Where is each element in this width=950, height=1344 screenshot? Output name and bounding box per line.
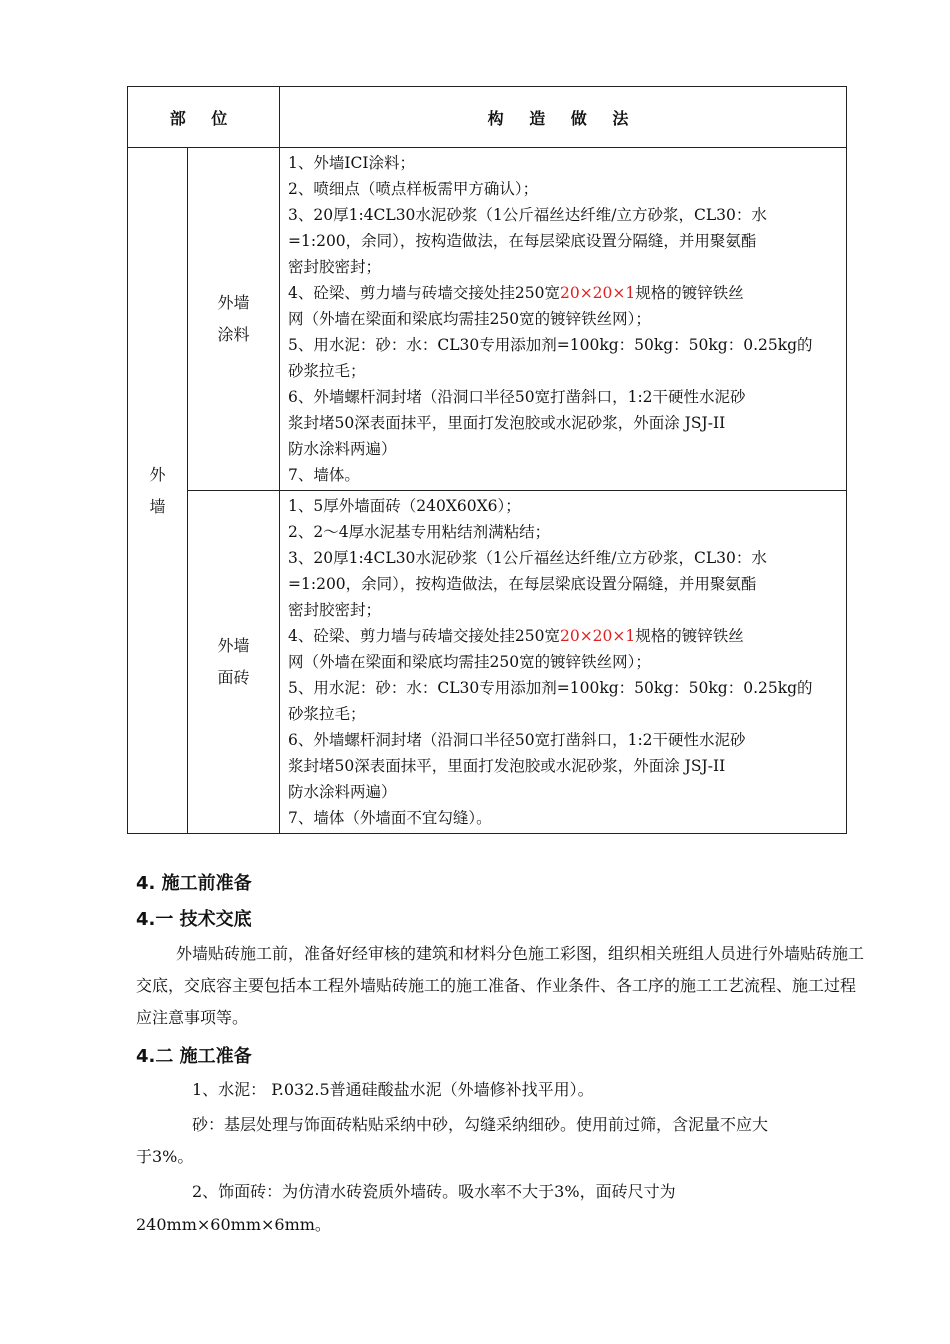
list-item: 4、砼梁、剪力墙与砖墙交接处挂250宽20×20×1规格的镀锌铁丝 (288, 284, 744, 302)
list-item: 浆封堵50深表面抹平，里面打发泡胶或水泥砂浆，外面涂 JSJ-II (288, 414, 726, 432)
list-item: 5、用水泥：砂：水：CL30专用添加剂=100kg：50kg：50kg：0.25kg的 (288, 679, 813, 697)
group-label-exterior-wall: 外 墙 (128, 148, 188, 834)
list-item: 防水涂料两遍） (288, 440, 397, 458)
red-spec: 20×20×1 (559, 627, 636, 645)
list-item: =1:200，余同），按构造做法，在每层梁底设置分隔缝，并用聚氨酯 (288, 232, 757, 250)
list-item: 7、墙体。 (288, 466, 360, 484)
sub-label-coating: 外墙 涂料 (188, 148, 280, 491)
list-item: 2、2～4厚水泥基专用粘结剂满粘结； (288, 523, 551, 541)
header-method: 构 造 做 法 (280, 87, 847, 148)
list-item: 浆封堵50深表面抹平，里面打发泡胶或水泥砂浆，外面涂 JSJ-II (288, 757, 726, 775)
table-row (128, 491, 847, 834)
list-item: 网（外墙在梁面和梁底均需挂250宽的镀锌铁丝网）； (288, 653, 651, 671)
list-item: 7、墙体（外墙面不宜勾缝）。 (288, 809, 492, 827)
list-item: 网（外墙在梁面和梁底均需挂250宽的镀锌铁丝网）； (288, 310, 651, 328)
list-item: 3、20厚1:4CL30水泥砂浆（1公斤福丝达纤维/立方砂浆，CL30：水 (288, 206, 767, 224)
list-item: 4、砼梁、剪力墙与砖墙交接处挂250宽20×20×1规格的镀锌铁丝 (288, 627, 744, 645)
item-cement: 1、水泥： P.032.5普通硅酸盐水泥（外墙修补找平用）。 (192, 1080, 594, 1099)
table-header-row (128, 87, 847, 148)
list-item: 6、外墙螺杆洞封堵（沿洞口半径50宽打凿斜口，1:2干硬性水泥砂 (288, 388, 746, 406)
item-sand-line1: 砂：基层处理与饰面砖粘贴采纳中砂，勾缝采纳细砂。使用前过筛，含泥量不应大 (192, 1115, 769, 1134)
item-sand-line2: 于3%。 (136, 1147, 194, 1166)
construction-spec-table (127, 86, 847, 834)
list-item: 2、喷细点（喷点样板需甲方确认）； (288, 180, 539, 198)
method-cell-coating (280, 148, 847, 491)
list-item: 5、用水泥：砂：水：CL30专用添加剂=100kg：50kg：50kg：0.25kg的 (288, 336, 813, 354)
list-item: 密封胶密封； (288, 258, 382, 276)
section-4-1-body: 外墙贴砖施工前，准备好经审核的建筑和材料分色施工彩图，组织相关班组人员进行外墙贴砖施工交底，交底容主要包括本工程外墙贴砖施工的施工准备、作业条件、各工序的施工工艺流程、施工过程应注意事项等。 (136, 944, 865, 1027)
sub-label-tile: 外墙 面砖 (188, 491, 280, 834)
section-4-1-heading: 4.一 技术交底 (136, 909, 252, 930)
list-item: 砂浆拉毛； (288, 705, 366, 723)
list-item: 6、外墙螺杆洞封堵（沿洞口半径50宽打凿斜口，1:2干硬性水泥砂 (288, 731, 746, 749)
red-spec: 20×20×1 (559, 284, 636, 302)
list-item: 密封胶密封； (288, 601, 382, 619)
method-cell-tile (280, 491, 847, 834)
list-item: 砂浆拉毛； (288, 362, 366, 380)
item-tile-line1: 2、饰面砖：为仿清水砖瓷质外墙砖。吸水率不大于3%，面砖尺寸为 (192, 1182, 676, 1201)
section-4-heading: 4. 施工前准备 (136, 873, 252, 894)
list-item: 1、外墙ICI涂料； (288, 154, 415, 172)
list-item: 防水涂料两遍） (288, 783, 397, 801)
header-location: 部 位 (128, 87, 280, 148)
item-tile-line2: 240mm×60mm×6mm。 (136, 1215, 331, 1234)
table-row (128, 148, 847, 491)
list-item: 1、5厚外墙面砖（240X60X6）； (288, 497, 521, 515)
list-item: =1:200，余同），按构造做法，在每层梁底设置分隔缝，并用聚氨酯 (288, 575, 757, 593)
section-4-2-heading: 4.二 施工准备 (136, 1046, 252, 1067)
list-item: 3、20厚1:4CL30水泥砂浆（1公斤福丝达纤维/立方砂浆，CL30：水 (288, 549, 767, 567)
